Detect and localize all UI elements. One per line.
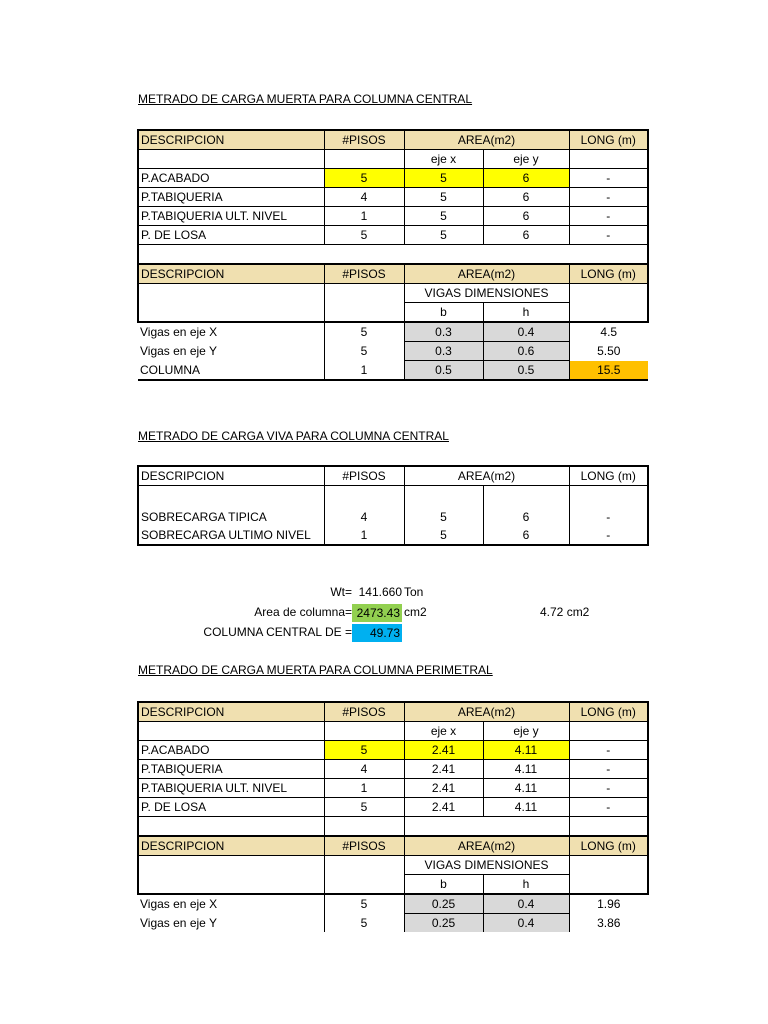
- table-header-row: [138, 466, 648, 486]
- cell: [569, 284, 648, 323]
- cell: -: [569, 207, 648, 226]
- cell: 15.5: [569, 361, 648, 381]
- wt-unit: Ton: [404, 585, 424, 599]
- table-row: [138, 188, 648, 207]
- cell: [324, 150, 404, 169]
- cell: 5: [404, 188, 483, 207]
- header-cell: AREA(m2): [404, 702, 569, 722]
- cell: COLUMNA: [138, 361, 324, 381]
- column-central-label: COLUMNA CENTRAL DE =: [203, 625, 352, 639]
- header-cell: b: [404, 303, 483, 323]
- cell: [483, 486, 569, 509]
- header-cell: h: [483, 303, 569, 323]
- cell: SOBRECARGA ULTIMO NIVEL: [138, 526, 324, 545]
- cell: 4.11: [483, 760, 569, 779]
- cell: -: [569, 741, 648, 760]
- cell: 5: [324, 226, 404, 245]
- area-label: Area de columna=: [254, 605, 352, 619]
- header-cell: LONG (m): [569, 836, 648, 856]
- cell: 0.25: [404, 914, 483, 933]
- table-row: [138, 508, 648, 526]
- cell: Vigas en eje Y: [138, 914, 324, 933]
- area-value: 2473.43: [352, 604, 402, 622]
- header-cell: eje x: [404, 150, 483, 169]
- table-header-row: [138, 130, 648, 150]
- cell: 5: [404, 207, 483, 226]
- area-unit: cm2: [404, 605, 427, 619]
- wt-label: Wt=: [330, 585, 352, 599]
- header-cell: VIGAS DIMENSIONES: [404, 284, 569, 303]
- spacer-cell: [138, 245, 648, 265]
- header-cell: LONG (m): [569, 702, 648, 722]
- cell: 2.41: [404, 798, 483, 817]
- cell: 5: [324, 741, 404, 760]
- cell: SOBRECARGA TIPICA: [138, 508, 324, 526]
- cell: 5: [324, 322, 404, 342]
- cell: P.TABIQUERIA: [138, 760, 324, 779]
- cell: 5: [404, 169, 483, 188]
- cell: P.ACABADO: [138, 169, 324, 188]
- header-cell: AREA(m2): [404, 264, 569, 284]
- header-cell: h: [483, 875, 569, 895]
- header-cell: eje y: [483, 722, 569, 741]
- cell: -: [569, 508, 648, 526]
- cell: -: [569, 526, 648, 545]
- side-value: 4.72 cm2: [540, 605, 590, 619]
- cell: 0.4: [483, 322, 569, 342]
- cell: [138, 284, 324, 323]
- table-row: [138, 486, 648, 509]
- cell: -: [569, 779, 648, 798]
- table-row: [138, 150, 648, 169]
- table-row: [138, 914, 648, 933]
- table-row: [138, 226, 648, 245]
- cell: [324, 856, 404, 895]
- table-row: [138, 361, 648, 381]
- cell: Vigas en eje Y: [138, 342, 324, 361]
- cell: 4.5: [600, 325, 618, 340]
- header-cell: VIGAS DIMENSIONES: [404, 856, 569, 875]
- cell: 5: [324, 894, 404, 914]
- cell: [569, 856, 648, 895]
- cell: 2.41: [404, 779, 483, 798]
- table-header-row: [138, 702, 648, 722]
- header-cell: LONG (m): [569, 466, 648, 486]
- header-cell: DESCRIPCION: [138, 264, 324, 284]
- table-row: [138, 284, 648, 303]
- table-row: [138, 342, 648, 361]
- table-row: [138, 722, 648, 741]
- section-title-dead-perimetral: METRADO DE CARGA MUERTA PARA COLUMNA PERIMETRAL: [138, 663, 493, 677]
- header-cell: #PISOS: [324, 466, 404, 486]
- cell: 0.3: [404, 322, 483, 342]
- cell: 0.6: [483, 342, 569, 361]
- cell: 1: [324, 207, 404, 226]
- table-row: [138, 856, 648, 875]
- cell: 1.96: [597, 897, 621, 912]
- cell: 6: [483, 207, 569, 226]
- table-row: [138, 760, 648, 779]
- cell: 3.86: [597, 915, 621, 930]
- cell: 1: [324, 526, 404, 545]
- cell: P.TABIQUERIA ULT. NIVEL: [138, 779, 324, 798]
- cell: -: [569, 760, 648, 779]
- cell: 0.3: [404, 342, 483, 361]
- column-central-value: 49.73: [352, 624, 402, 642]
- cell: 5: [404, 508, 483, 526]
- cell: 4: [324, 188, 404, 207]
- table-row: [138, 741, 648, 760]
- dead-perimetral-table: [137, 701, 649, 932]
- table-row: [138, 894, 648, 914]
- dead-central-table: [137, 129, 649, 381]
- cell: 2.41: [404, 760, 483, 779]
- header-cell: AREA(m2): [404, 130, 569, 150]
- header-cell: DESCRIPCION: [138, 466, 324, 486]
- spacer-cell: [324, 817, 404, 837]
- table-row: [138, 817, 648, 837]
- live-central-table: [137, 465, 649, 546]
- cell: P.ACABADO: [138, 741, 324, 760]
- cell: 0.5: [404, 361, 483, 381]
- table-row: [138, 245, 648, 265]
- cell: 5: [324, 169, 404, 188]
- cell: -: [569, 188, 648, 207]
- cell: P.TABIQUERIA ULT. NIVEL: [138, 207, 324, 226]
- table-row: [138, 322, 648, 342]
- cell: P. DE LOSA: [138, 798, 324, 817]
- cell: [138, 486, 324, 509]
- cell: [569, 486, 648, 509]
- header-cell: eje x: [404, 722, 483, 741]
- cell: 4.11: [483, 798, 569, 817]
- cell: 6: [483, 226, 569, 245]
- table-row: [138, 526, 648, 545]
- cell: [569, 722, 648, 741]
- cell: Vigas en eje X: [138, 894, 324, 914]
- table-row: [138, 779, 648, 798]
- section-title-live-central: METRADO DE CARGA VIVA PARA COLUMNA CENTRAL: [138, 429, 449, 443]
- cell: 6: [483, 508, 569, 526]
- cell: [569, 150, 648, 169]
- header-cell: #PISOS: [324, 702, 404, 722]
- cell: 0.5: [483, 361, 569, 381]
- table-header-row: [138, 836, 648, 856]
- header-cell: AREA(m2): [404, 836, 569, 856]
- table-row: [138, 798, 648, 817]
- spacer-cell: [404, 817, 483, 837]
- wt-value: 141.660: [358, 585, 402, 599]
- header-cell: AREA(m2): [404, 466, 569, 486]
- section-title-dead-central: METRADO DE CARGA MUERTA PARA COLUMNA CENTRAL: [138, 92, 473, 106]
- spacer-cell: [483, 817, 569, 837]
- cell: 6: [483, 526, 569, 545]
- spacer-cell: [138, 817, 324, 837]
- cell: [324, 722, 404, 741]
- cell: -: [569, 226, 648, 245]
- cell: [404, 486, 483, 509]
- header-cell: DESCRIPCION: [138, 130, 324, 150]
- cell: [138, 722, 324, 741]
- spacer-cell: [569, 817, 648, 837]
- cell: 5: [404, 226, 483, 245]
- table-row: [138, 169, 648, 188]
- header-cell: DESCRIPCION: [138, 836, 324, 856]
- cell: 6: [483, 169, 569, 188]
- cell: 0.4: [483, 914, 569, 933]
- header-cell: eje y: [483, 150, 569, 169]
- cell: 5.50: [597, 344, 621, 358]
- header-cell: LONG (m): [569, 264, 648, 284]
- cell: [138, 856, 324, 895]
- cell: [138, 150, 324, 169]
- cell: 1: [324, 779, 404, 798]
- cell: 5: [404, 526, 483, 545]
- cell: 0.4: [483, 894, 569, 914]
- cell: 0.25: [404, 894, 483, 914]
- header-cell: #PISOS: [324, 836, 404, 856]
- cell: 4: [324, 508, 404, 526]
- cell: P.TABIQUERIA: [138, 188, 324, 207]
- cell: 6: [483, 188, 569, 207]
- cell: [324, 284, 404, 323]
- cell: Vigas en eje X: [138, 322, 324, 342]
- cell: -: [569, 798, 648, 817]
- header-cell: LONG (m): [569, 130, 648, 150]
- cell: [324, 486, 404, 509]
- header-cell: #PISOS: [324, 264, 404, 284]
- header-cell: #PISOS: [324, 130, 404, 150]
- cell: 5: [324, 342, 404, 361]
- cell: -: [569, 169, 648, 188]
- header-cell: DESCRIPCION: [138, 702, 324, 722]
- table-row: [138, 207, 648, 226]
- header-cell: b: [404, 875, 483, 895]
- cell: 4.11: [483, 779, 569, 798]
- cell: 4: [324, 760, 404, 779]
- cell: 5: [324, 914, 404, 933]
- cell: P. DE LOSA: [138, 226, 324, 245]
- cell: 1: [324, 361, 404, 381]
- cell: 2.41: [404, 741, 483, 760]
- cell: 4.11: [483, 741, 569, 760]
- table-header-row: [138, 264, 648, 284]
- cell: 5: [324, 798, 404, 817]
